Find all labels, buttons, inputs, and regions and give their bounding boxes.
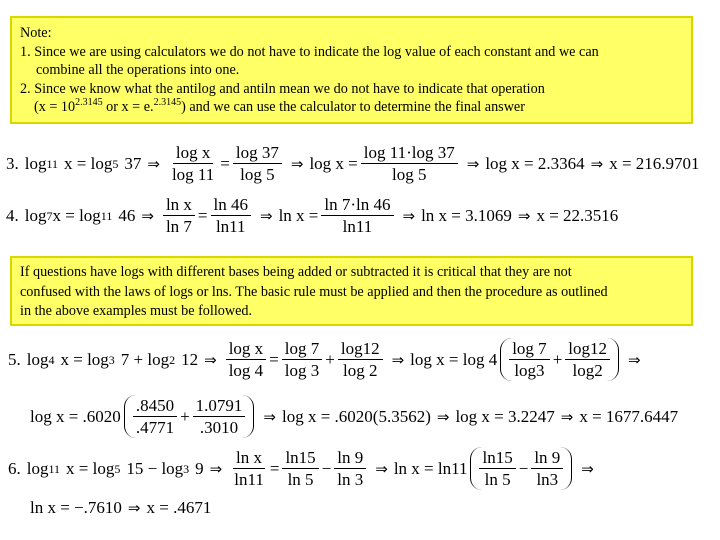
eq4-f2-den: ln11	[215, 217, 246, 236]
eq3-arg: 37	[124, 153, 142, 173]
eq6-lhs: log	[26, 458, 49, 478]
eq4-f3-num: ln 7·ln 46	[321, 194, 393, 216]
note-line-1b: combine all the operations into one.	[36, 62, 240, 78]
eq6-f3-den: ln 3	[337, 470, 364, 489]
eq4-step-3: ln x = 3.1069	[421, 205, 512, 225]
eq4-lhs: log	[24, 205, 47, 225]
implies-icon: ⇒	[375, 459, 388, 478]
eq6-f2-den: ln 5	[287, 470, 314, 489]
eq3-f2-den: log 5	[240, 165, 275, 184]
eq4-arg: 46	[118, 205, 136, 225]
eq6-minus: −	[321, 458, 332, 478]
implies-icon: ⇒	[402, 206, 416, 225]
eq5b-q2-num: 1.0791	[193, 395, 246, 417]
eq5b-step-2: log x = .6020(5.3562)	[281, 406, 431, 426]
eq5-lhs3: 7 + log	[120, 349, 170, 369]
eq6-paren-fraction-1	[479, 447, 515, 490]
implies-icon: ⇒	[391, 350, 405, 369]
eq3-result: x = 216.9701	[609, 153, 700, 173]
implies-icon: ⇒	[263, 407, 276, 426]
eq5-p1-num: log 7	[509, 338, 549, 360]
implies-icon: ⇒	[560, 407, 574, 426]
eq6-parenthesis	[470, 447, 572, 490]
eq6-lhs2: x = log	[66, 458, 115, 478]
eq6-p1-den: ln 5	[484, 470, 511, 489]
eq6-f1-num: ln x	[233, 447, 265, 469]
eq5b-q1-num: .8450	[133, 395, 177, 417]
eq3-lhs2: x = log	[64, 153, 113, 173]
note-title: Note:	[20, 25, 52, 41]
eq3-f1-den: log 11	[171, 165, 215, 184]
note-line-1: 1. Since we are using calculators we do not have to indicate the log value of each constant and we can	[20, 43, 599, 60]
eq5-step-2: log x = log 4	[410, 349, 498, 369]
equation-4: 4. log 7 x = log 11 46 ⇒ $\frac{\text{ln x}}{\ln 7}$ = $\frac{\ln 46}{\ln 11}$ ⇒ ln x = $\frac{\ln 7\cdot\ln 46}{\ln 11}$ ⇒ ln x = 3.1069 ⇒ x = 22.3516	[6, 195, 619, 236]
eq6-arg: 9	[195, 458, 204, 478]
implies-icon: ⇒	[209, 459, 223, 478]
implies-icon: ⇒	[581, 459, 594, 478]
note-exponent-2: 2.3145	[153, 97, 182, 108]
eq5b-plus: +	[180, 406, 190, 426]
rule-note-line-1: If questions have logs with different bases being added or subtracted it is critical that they are not	[20, 264, 572, 280]
eq6-number: 6.	[8, 458, 21, 478]
rule-note-box	[10, 256, 693, 326]
equation-5-continued	[30, 395, 678, 438]
implies-icon: ⇒	[517, 206, 531, 225]
eq5-f3-den: log 2	[342, 361, 378, 380]
note-line-2b-mid: or x = e.	[102, 99, 154, 115]
eq5-f1-den: log 4	[228, 361, 264, 380]
eq5-parenthesis	[500, 338, 619, 381]
eq6-p2-den: ln3	[536, 470, 559, 489]
eq6-lhs3: 15 − log	[126, 458, 184, 478]
eq5-p1-den: log3	[514, 361, 545, 380]
eq6-p1-num: ln15	[479, 447, 515, 469]
implies-icon: ⇒	[204, 350, 217, 369]
implies-icon: ⇒	[628, 350, 641, 369]
eq3-lhs: log	[24, 153, 47, 173]
eq5-fraction-2	[282, 338, 322, 381]
eq6-paren-fraction-2	[531, 447, 563, 490]
implies-icon: ⇒	[290, 154, 304, 173]
eq5-fraction-3	[338, 338, 383, 381]
implies-icon: ⇒	[147, 154, 160, 173]
eq6-step-2: ln x = ln11	[393, 458, 468, 478]
implies-icon: ⇒	[141, 206, 154, 225]
eq6-fraction-2	[282, 447, 318, 490]
eq5-f2-den: log 3	[284, 361, 320, 380]
eq6b-step-1: ln x = −.7610	[30, 498, 122, 517]
rule-note-line-3: in the above examples must be followed.	[20, 303, 253, 319]
eq5-fraction-1	[226, 338, 266, 381]
implies-icon: ⇒	[127, 499, 141, 517]
eq6-f2-num: ln15	[282, 447, 318, 469]
eq5-lhs2: x = log	[60, 349, 109, 369]
eq5-paren-fraction-2	[565, 338, 610, 381]
equation-6-continued	[30, 498, 211, 518]
note-line-2b	[20, 98, 683, 117]
implies-icon: ⇒	[590, 154, 604, 173]
eq5-p2-num: log12	[565, 338, 610, 360]
eq4-f3-den: ln11	[342, 217, 373, 236]
eq3-fraction-3	[361, 142, 458, 185]
eq5b-q2-den: .3010	[199, 418, 239, 437]
eq3-f2-num: log 37	[233, 142, 282, 164]
note-line-2b-pre: (x = 10	[34, 99, 76, 115]
eq6-fraction-1	[231, 447, 267, 490]
eq3-step-2: log x =	[309, 153, 358, 173]
note-exponent-1: 2.3145	[75, 97, 103, 108]
eq4-fraction-2	[211, 194, 251, 237]
note-line-2: 2. Since we know what the antilog and antiln mean we do not have to indicate that operation	[20, 80, 545, 97]
eq5b-fraction-1	[133, 395, 177, 438]
eq6-paren-minus: −	[518, 458, 529, 478]
eq5-f3-num: log12	[338, 338, 383, 360]
eq5-f2-num: log 7	[282, 338, 322, 360]
equation-3: 3. log 11 x = log 5 37 ⇒ $\frac{\text{log x}}{\log 11}$ = $\frac{\log 37}{\log 5}$ ⇒ log x = $\frac{\log 11\cdot\log 37}{\log 5}$ ⇒ log x = 2.3364 ⇒ x = 216.9701	[6, 143, 700, 184]
note-line-2b-post: ) and we can use the calculator to determine the final answer	[181, 99, 525, 115]
eq3-number: 3.	[6, 153, 19, 173]
eq6b-result: x = .4671	[146, 498, 212, 517]
eq3-f3-den: log 5	[392, 165, 427, 184]
eq4-f1-den: ln 7	[165, 217, 192, 236]
eq5-number: 5.	[8, 349, 21, 369]
eq5-lhs: log	[26, 349, 49, 369]
rule-note-line-2: confused with the laws of logs or lns. The basic rule must be applied and then the procedure as outlined	[20, 283, 608, 300]
eq6-f1-den: ln11	[234, 470, 264, 489]
eq3-f3-num: log 11·log 37	[361, 142, 458, 164]
eq5b-step-3: log x = 3.2247	[455, 406, 555, 426]
eq5-f1-num: log x	[226, 338, 266, 360]
eq4-step-2: ln x =	[278, 205, 319, 225]
eq3-fraction-2	[233, 142, 282, 185]
eq6-p2-num: ln 9	[531, 447, 563, 469]
eq5b-fraction-2	[193, 395, 246, 438]
eq5b-parenthesis	[124, 395, 255, 438]
eq3-fraction-1	[169, 142, 217, 185]
eq6-fraction-3	[334, 447, 366, 490]
eq5b-result: x = 1677.6447	[579, 406, 679, 426]
eq4-f2-num: ln 46	[211, 194, 251, 216]
eq4-result: x = 22.3516	[536, 205, 619, 225]
eq4-fraction-3	[321, 194, 393, 237]
eq5-paren-plus: +	[552, 349, 563, 369]
eq4-number: 4.	[6, 205, 19, 225]
implies-icon: ⇒	[260, 206, 273, 225]
note-box	[10, 16, 693, 124]
eq4-f1-num: ln x	[163, 194, 195, 216]
eq5-arg: 12	[181, 349, 199, 369]
eq3-step-3: log x = 2.3364	[485, 153, 585, 173]
eq5-p2-den: log2	[572, 361, 603, 380]
eq4-lhs2: x = log	[52, 205, 101, 225]
implies-icon: ⇒	[436, 407, 450, 426]
eq5b-q1-den: .4771	[135, 418, 175, 437]
eq5-paren-fraction-1	[509, 338, 549, 381]
eq6-f3-num: ln 9	[334, 447, 366, 469]
eq3-f1-num: log x	[173, 142, 213, 164]
eq5-plus: +	[325, 349, 335, 369]
equation-6: 6. log 11 x = log 5 15 − log 3 9 ⇒ $\frac{\text{ln x}}{\ln 11}$ = $\frac{\ln 15}{\ln 5}$ − $\frac{\ln 9}{\ln 3}$ ⇒ ln x = ln11 $\frac{\ln 15}{\ln 5}$ − $\frac{\ln 9}{\ln 3}$ ⇒	[8, 448, 594, 489]
eq4-fraction-1	[163, 194, 195, 237]
implies-icon: ⇒	[466, 154, 480, 173]
equation-5: 5. log 4 x = log 3 7 + log 2 12 ⇒ $\frac{\text{log x}}{\log 4}$ = $\frac{\log 7}{\log 3}$ + $\frac{\log 12}{\log 2}$ ⇒ log x = log 4 $\frac{\log 7}{\log 3}$ + $\frac{\log 12}{\log 2}$ ⇒	[8, 339, 641, 380]
eq5b-step-1: log x = .6020	[30, 406, 121, 426]
